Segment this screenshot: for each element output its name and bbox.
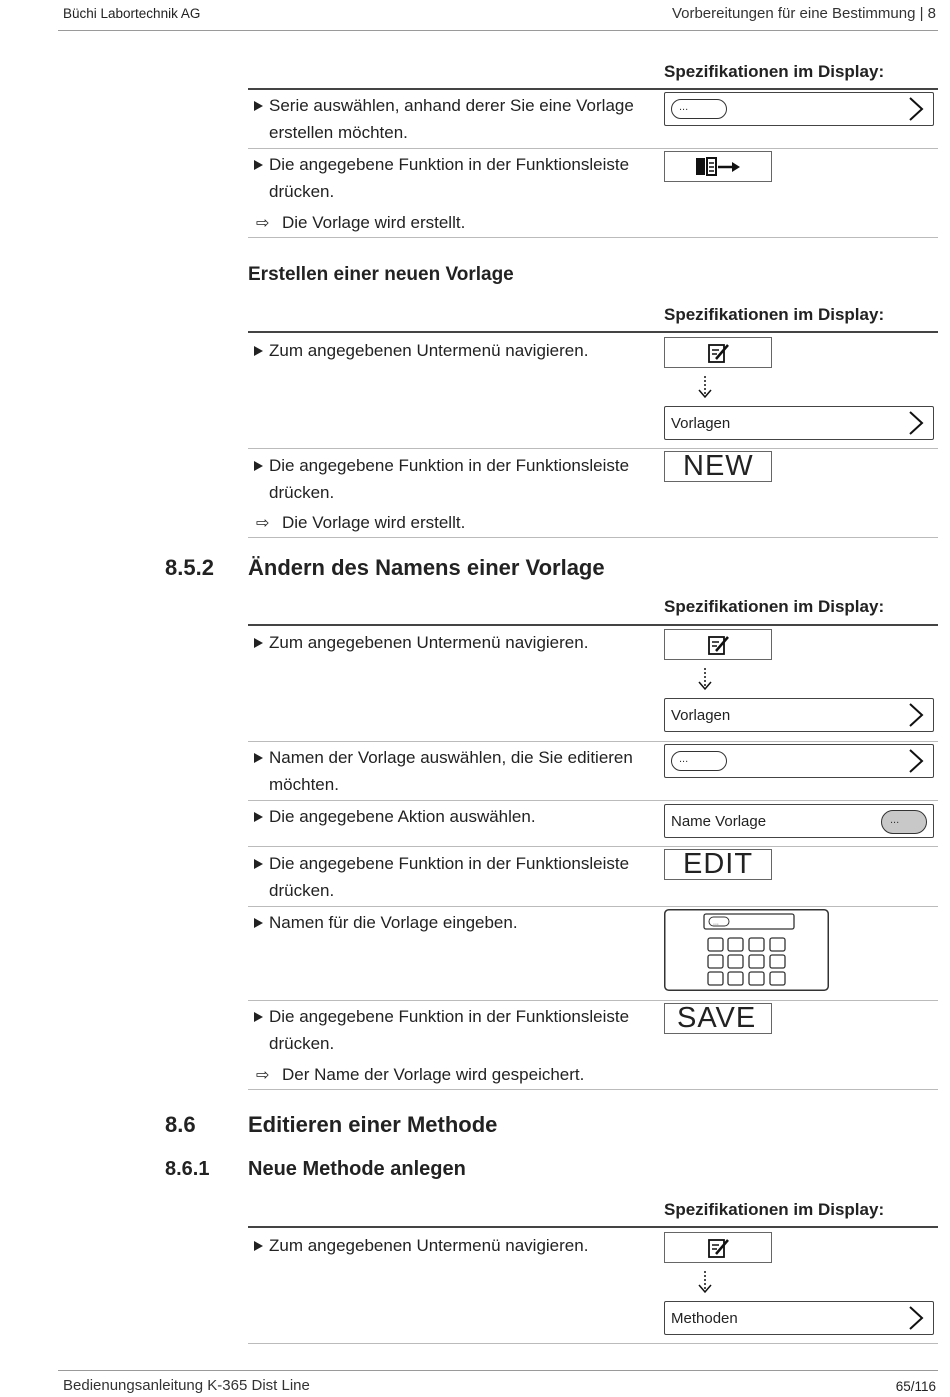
spec-label: Spezifikationen im Display: xyxy=(664,597,885,616)
edit-button[interactable]: EDIT xyxy=(664,849,772,880)
chevron-right-icon xyxy=(908,749,924,773)
chevron-right-icon xyxy=(908,1306,924,1330)
dotted-down-arrow-icon xyxy=(698,375,712,399)
table-top-rule xyxy=(248,331,938,333)
value-pill: ... xyxy=(671,751,727,771)
instruction-step: Zum angegebenen Untermenü navigieren. xyxy=(254,1232,659,1259)
instruction-step: Die angegebene Funktion in der Funktionsleiste drücken. xyxy=(254,1003,659,1057)
step-bullet-icon xyxy=(254,461,263,471)
instruction-step: Zum angegebenen Untermenü navigieren. xyxy=(254,337,659,364)
instruction-step: Zum angegebenen Untermenü navigieren. xyxy=(254,629,659,656)
section-title: Editieren einer Methode xyxy=(248,1112,498,1137)
menu-item-vorlagen[interactable]: Vorlagen xyxy=(664,406,934,440)
value-pill: ... xyxy=(881,810,927,834)
spec-label: Spezifikationen im Display: xyxy=(664,1200,885,1219)
instruction-step: Serie auswählen, anhand derer Sie eine Vorlage erstellen möchten. xyxy=(254,92,659,146)
step-bullet-icon xyxy=(254,101,263,111)
action-name-vorlage[interactable]: Name Vorlage ... xyxy=(664,804,934,838)
step-bullet-icon xyxy=(254,812,263,822)
row-divider xyxy=(248,846,938,847)
table-top-rule xyxy=(248,88,938,90)
footer-divider xyxy=(58,1370,938,1371)
result-text: ⇨ Der Name der Vorlage wird gespeichert. xyxy=(256,1061,584,1089)
row-divider xyxy=(248,1089,938,1090)
result-text: ⇨ Die Vorlage wird erstellt. xyxy=(256,209,465,237)
instruction-step: Die angegebene Funktion in der Funktionsleiste drücken. xyxy=(254,850,659,904)
row-divider xyxy=(248,148,938,149)
result-arrow-icon: ⇨ xyxy=(256,1067,270,1084)
footer-manual-title: Bedienungsanleitung K-365 Dist Line xyxy=(63,1377,310,1394)
section-title: Ändern des Namens einer Vorlage xyxy=(248,555,605,580)
template-name-selector[interactable] xyxy=(664,744,934,778)
subsection-title: Erstellen einer neuen Vorlage xyxy=(248,264,514,285)
row-divider xyxy=(248,237,938,238)
result-arrow-icon: ⇨ xyxy=(256,515,270,532)
row-divider xyxy=(248,906,938,907)
menu-item-vorlagen[interactable]: Vorlagen xyxy=(664,698,934,732)
subsection-title: Neue Methode anlegen xyxy=(248,1158,466,1180)
dotted-down-arrow-icon xyxy=(698,667,712,691)
step-bullet-icon xyxy=(254,160,263,170)
edit-pencil-icon xyxy=(707,634,731,656)
row-divider xyxy=(248,1000,938,1001)
dotted-down-arrow-icon xyxy=(698,1270,712,1294)
submenu-edit-button[interactable] xyxy=(664,337,772,368)
save-button[interactable]: SAVE xyxy=(664,1003,772,1034)
instruction-step: Die angegebene Aktion auswählen. xyxy=(254,803,659,830)
book-forward-icon xyxy=(692,154,752,180)
chevron-right-icon xyxy=(908,411,924,435)
row-divider xyxy=(248,741,938,742)
row-divider xyxy=(248,800,938,801)
edit-pencil-icon xyxy=(707,342,731,364)
spec-label: Spezifikationen im Display: xyxy=(664,305,885,324)
step-bullet-icon xyxy=(254,753,263,763)
row-divider xyxy=(248,448,938,449)
result-arrow-icon: ⇨ xyxy=(256,215,270,232)
instruction-step: Die angegebene Funktion in der Funktionsleiste drücken. xyxy=(254,151,659,205)
submenu-edit-button[interactable] xyxy=(664,629,772,660)
step-bullet-icon xyxy=(254,1012,263,1022)
value-pill: ... xyxy=(671,99,727,119)
step-bullet-icon xyxy=(254,859,263,869)
svg-text:...: ... xyxy=(713,919,719,927)
table-top-rule xyxy=(248,624,938,626)
footer-page-number: 65/116 xyxy=(895,1379,936,1394)
chevron-right-icon xyxy=(908,703,924,727)
edit-pencil-icon xyxy=(707,1237,731,1259)
step-bullet-icon xyxy=(254,918,263,928)
step-bullet-icon xyxy=(254,346,263,356)
section-number: 8.5.2 xyxy=(165,555,214,580)
row-divider xyxy=(248,1343,938,1344)
series-selector-display[interactable] xyxy=(664,92,934,126)
section-number: 8.6 xyxy=(165,1112,196,1137)
table-top-rule xyxy=(248,1226,938,1228)
row-divider xyxy=(248,537,938,538)
step-bullet-icon xyxy=(254,638,263,648)
header-divider xyxy=(58,30,938,31)
new-button[interactable]: NEW xyxy=(664,451,772,482)
header-chapter: Vorbereitungen für eine Bestimmung | 8 xyxy=(671,5,936,22)
menu-item-methoden[interactable]: Methoden xyxy=(664,1301,934,1335)
instruction-step: Namen für die Vorlage eingeben. xyxy=(254,909,659,936)
function-key-create-from-series[interactable] xyxy=(664,151,772,182)
instruction-step: Namen der Vorlage auswählen, die Sie editieren möchten. xyxy=(254,744,659,798)
subsection-number: 8.6.1 xyxy=(165,1158,210,1180)
result-text: ⇨ Die Vorlage wird erstellt. xyxy=(256,509,465,537)
spec-label: Spezifikationen im Display: xyxy=(664,62,885,81)
keyboard-icon[interactable] xyxy=(664,909,829,991)
chevron-right-icon xyxy=(908,97,924,121)
step-bullet-icon xyxy=(254,1241,263,1251)
instruction-step: Die angegebene Funktion in der Funktionsleiste drücken. xyxy=(254,452,659,506)
header-company: Büchi Labortechnik AG xyxy=(63,6,201,21)
submenu-edit-button[interactable] xyxy=(664,1232,772,1263)
